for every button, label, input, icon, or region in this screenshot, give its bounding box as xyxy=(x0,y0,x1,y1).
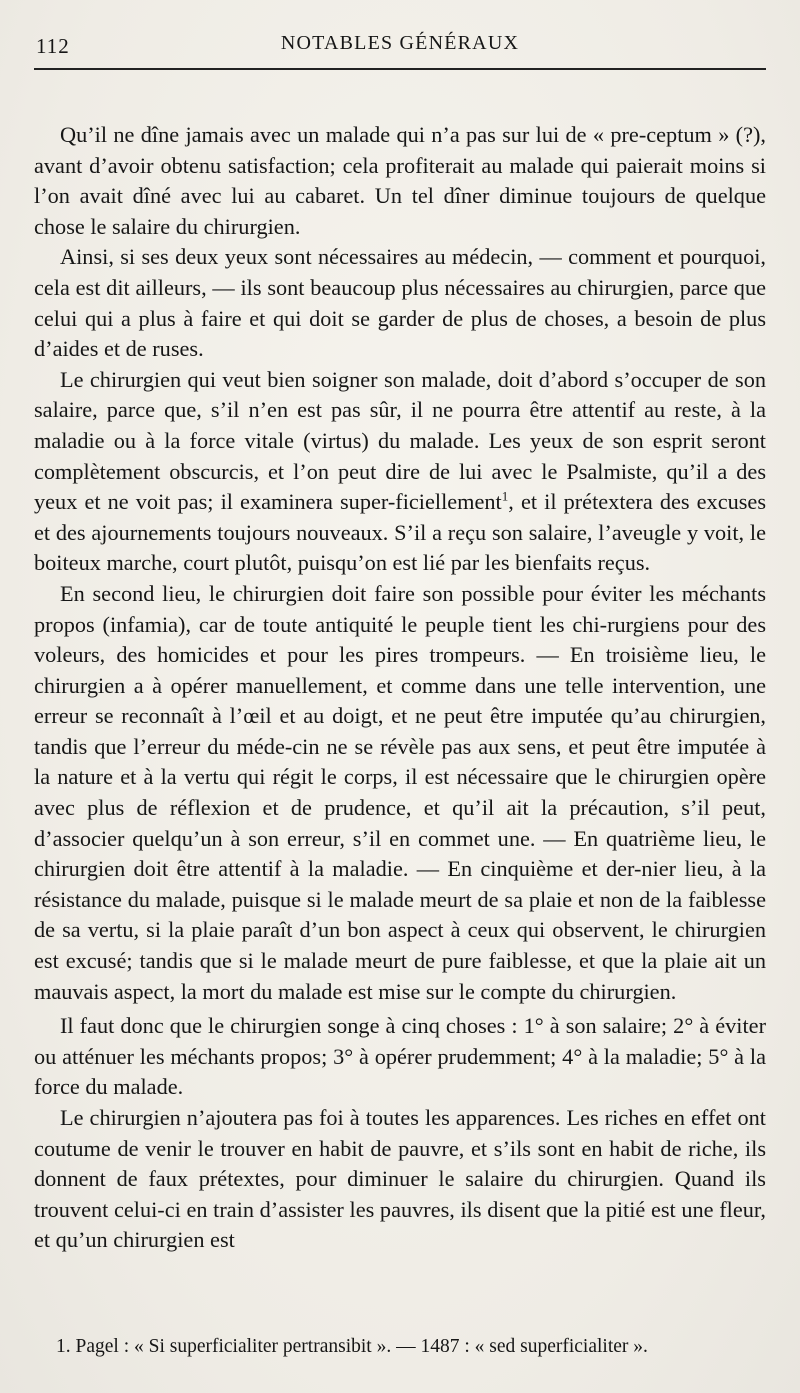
footnote-reference[interactable]: 1 xyxy=(501,488,509,504)
paragraph: Ainsi, si ses deux yeux sont nécessaires au médecin, — comment et pourquoi, cela est dit ailleurs, — ils sont beaucoup plus nécessaires au chirurgien, parce que celui qui a plus à faire et qui doit se garder de plus de choses, a besoin de plus d’aides et de ruses. xyxy=(34,244,766,362)
paragraph: En second lieu, le chirurgien doit faire son possible pour éviter les méchants propos (infamia), car de toute antiquité le peuple tient les chi-rurgiens pour des voleurs, des homicides et pour les pires trompeurs. — En troisième lieu, le chirurgien a à opérer manuellement, et comme dans une telle intervention, une erreur se reconnaît à l’œil et au doigt, et ne peut être imputée qu’au chirurgien, tandis que l’erreur du méde-cin ne se révèle pas aux sens, et peut être imputée à la nature et à la vertu qui régit le corps, il est nécessaire que le chirurgien opère avec plus de réflexion et de prudence, et qu’il ait la précaution, s’il peut, d’associer quelqu’un à son erreur, s’il en commet une. — En quatrième lieu, le chirurgien doit être attentif à la maladie. — En cinquième et der-nier lieu, à la résistance du malade, puisque si le malade meurt de sa plaie et non de la faiblesse de sa vertu, si la plaie paraît d’un bon aspect à ceux qui observent, le chirurgien est excusé; tandis que si le malade meurt de pure faiblesse, et que la plaie ait un mauvais aspect, la mort du malade est mise sur le compte du chirurgien. xyxy=(34,580,766,1004)
footnotes xyxy=(34,1334,766,1360)
paragraph: Qu’il ne dîne jamais avec un malade qui n’a pas sur lui de « pre-ceptum » (?), avant d’avoir obtenu satisfaction; cela profiterait au malade qui paierait moins si l’on avait dîné avec lui au cabaret. Un tel dîner diminue toujours de quelque chose le salaire du chirurgien. xyxy=(34,122,766,239)
paragraph-text: Le chirurgien qui veut bien soigner son malade, doit d’abord s’occuper de son salaire, parce que, s’il n’en est pas sûr, il ne pourra être attentif au reste, à la maladie ou à la force vitale (virtus) du malade. Les yeux de son esprit seront complètement obscurcis, et l’on peut dire de lui avec le Psalmiste, qu’il a des yeux et ne voit pas; il examinera super-ficiellement xyxy=(34,366,766,515)
paragraph-text: , et il prétextera des excuses et des ajournements toujours nouveaux. S’il a reçu son salaire, l’aveugle y voit, le boiteux marche, court plutôt, puisqu’on est lié par les bienfaits reçus. xyxy=(34,489,766,576)
header-rule xyxy=(34,68,766,70)
paragraph xyxy=(34,365,766,579)
body-text xyxy=(34,120,766,1256)
paragraph: Le chirurgien n’ajoutera pas foi à toutes les apparences. Les riches en effet ont coutume de venir le trouver en habit de pauvre, et s’ils sont en habit de riche, ils donnent de faux prétextes, pour diminuer le salaire du chirurgien. Quand ils trouvent celui-ci en train d’assister les pauvres, ils disent que la pitié est une fleur, et qu’un chirurgien est xyxy=(34,1105,766,1253)
running-title: NOTABLES GÉNÉRAUX xyxy=(280,32,520,54)
page-number: 112 xyxy=(36,34,70,58)
page-header xyxy=(34,28,766,62)
footnote: 1. Pagel : « Si superficialiter pertransibit ». — 1487 : « sed superficialiter ». xyxy=(56,1336,648,1357)
paragraph: Il faut donc que le chirurgien songe à cinq choses : 1° à son salaire; 2° à éviter ou atténuer les méchants propos; 3° à opérer prudemment; 4° à la maladie; 5° à la force du malade. xyxy=(34,1013,766,1100)
